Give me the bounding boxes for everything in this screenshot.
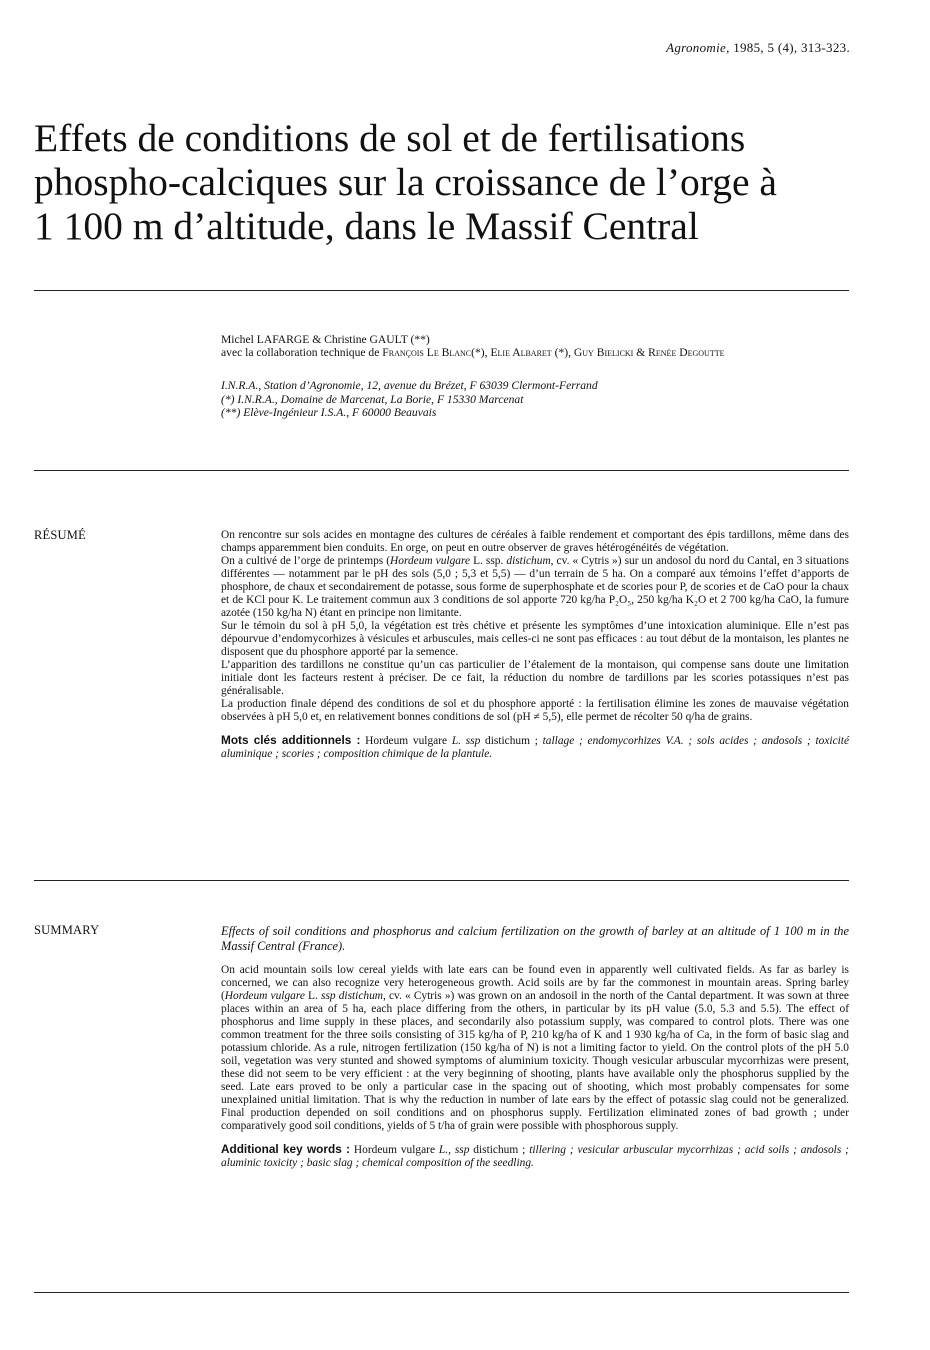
paragraph: On rencontre sur sols acides en montagne des cultures de céréales à faible rendement et comportant des épis tardillons, même dans des champs apparemment bien conduits. En orge, on peut en outre observer de graves hétérogénéités de végétation.: [221, 529, 849, 554]
summary-body: [221, 964, 849, 1170]
summary-title: Effects of soil conditions and phosphorus and calcium fertilization on the growth of barley at an altitude of 1 100 m in the Massif Central (France).: [221, 924, 849, 953]
keywords: Mots clés additionnels : Hordeum vulgare L. ssp distichum ; tallage ; endomycorhizes V.A. ; sols acides ; andosols ; toxicité aluminique ; scories ; composition chimique de la plantule.: [221, 733, 850, 760]
title-line: 1 100 m d’altitude, dans le Massif Central: [34, 204, 699, 248]
affiliation: I.N.R.A., Station d’Agronomie, 12, avenue du Brézet, F 63039 Clermont-Ferrand: [221, 379, 598, 392]
paragraph: On acid mountain soils low cereal yields with late ears can be found even in apparently well cultivated fields. As far as barley is concerned, we can also recognize very heterogeneous growth. Acid soils are by far the commonest in mountain areas. Spring barley (Hordeum vulgare L. ssp distichum, cv. « Cytris ») was grown on an andosoil in the north of the Cantal department. It was sown at three places within an area of 5 ha, each place differing from the others, in particular by its pH value (5.0, 5.3 and 5.5). The effect of phosphorus and lime supply in these places, and secondarily also potassium supply, was compared to control plots. There was one common treatment for the three soils consisting of 315 kg/ha of P, 210 kg/ha of K and 1 930 kg/ha of Ca, in the form of basic slag and potassium chloride. As a rule, nitrogen fertilization (150 kg/ha of N) is not a limiting factor to yield. On the control plots of the pH 5.0 soil, vegetation was very stunted and showed symptoms of aluminium toxicity. Though vesicular arbuscular mycorrhizas were present, these did not seem to be very efficient : at the very beginning of shooting, plants have available only the phosphorus supplied by the seed. Late ears proved to be only a particular case in the spacing out of shooting, which most probably compensates for some unexplained unitial limitation. That is why the reduction in number of late ears by the effect of potassic slag could not be generalized. Final production depended on soil conditions and on phosphorus supply. Fertilization eliminated zones of bad growth ; under comparatively good soil conditions, yields of 5 t/ha of grain were possible with phosphorous supply.: [221, 964, 849, 1132]
divider: [34, 290, 849, 291]
authors-collab: avec la collaboration technique de François Le Blanc(*), Elie Albaret (*), Guy Bielicki & Renée Degoutte: [221, 346, 725, 359]
journal-volume: 1985, 5 (4), 313-323.: [733, 40, 850, 55]
divider: [34, 1292, 849, 1293]
journal-name: Agronomie,: [666, 40, 730, 55]
resume-label: RÉSUMÉ: [34, 528, 86, 542]
divider: [34, 880, 849, 881]
affiliation: (*) I.N.R.A., Domaine de Marcenat, La Borie, F 15330 Marcenat: [221, 392, 524, 406]
affiliations: [221, 379, 861, 420]
summary-label: SUMMARY: [34, 923, 100, 937]
affiliation: (**) Elève-Ingénieur I.S.A., F 60000 Beauvais: [221, 406, 437, 419]
article-title: [34, 116, 864, 248]
authors-main: Michel LAFARGE & Christine GAULT (**): [221, 333, 430, 346]
title-line: phospho-calciques sur la croissance de l’orge à: [34, 160, 777, 204]
title-line: Effets de conditions de sol et de fertilisations: [34, 116, 746, 160]
divider: [34, 470, 849, 471]
author-block: [221, 333, 861, 359]
journal-reference: [666, 40, 850, 56]
resume-body: [221, 529, 849, 761]
paragraph: L’apparition des tardillons ne constitue qu’un cas particulier de l’étalement de la montaison, qui compense sans doute une limitation initiale dont les facteurs restent à préciser. De ce fait, la réduction du nombre de tardillons par les scories potassiques n’est pas généralisable.: [221, 659, 849, 697]
paragraph: La production finale dépend des conditions de sol et du phosphore apporté : la fertilisation élimine les zones de mauvaise végétation observées à pH 5,0 et, en relativement bonnes conditions de sol (pH ≠ 5,5), elle permet de récolter 50 q/ha de grains.: [221, 698, 849, 723]
keywords: Additional key words : Hordeum vulgare L., ssp distichum ; tillering ; vesicular arbuscular mycorrhizas ; acid soils ; andosols ; aluminic toxicity ; basic slag ; chemical composition of the seedling.: [221, 1142, 849, 1169]
paragraph: On a cultivé de l’orge de printemps (Hordeum vulgare L. ssp. distichum, cv. « Cytris ») sur un andosol du nord du Cantal, en 3 situations différentes — notamment par le pH des sols (5,0 ; 5,3 et 5,5) — d’un terrain de 5 ha. On a comparé aux témoins l’effet d’apports de phosphore, de chaux et secondairement de potasse, sous forme de superphosphate et de scories pour P, de scories et de CaO pour la chaux et de KCl pour K. Le traitement commun aux 3 conditions de sol apporte 720 kg/ha P₂O₅, 250 kg/ha K₂O et 2 700 kg/ha CaO, la fumure azotée (150 kg/ha N) étant en principe non limitante.: [221, 555, 849, 619]
paragraph: Sur le témoin du sol à pH 5,0, la végétation est très chétive et présente les symptômes d’une intoxication aluminique. Elle n’est pas dépourvue d’endomycorhizes à vésicules et arbuscules, mais celles-ci ne sont pas efficaces : au tout début de la montaison, les plantes ne disposent que du phosphore apporté par la semence.: [221, 620, 849, 658]
